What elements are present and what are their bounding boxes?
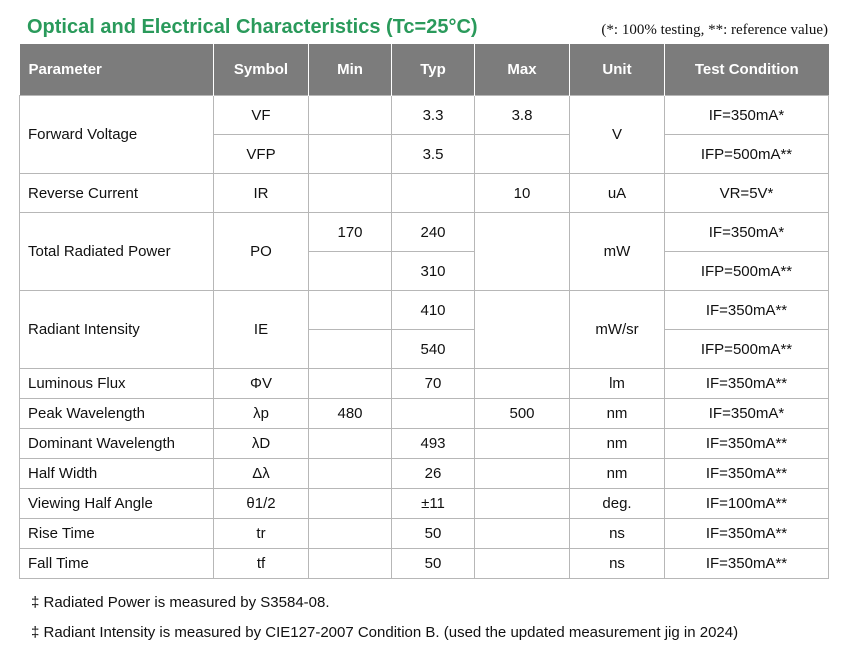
typ-cell	[392, 174, 475, 213]
parameter-cell: Luminous Flux	[20, 369, 214, 399]
unit-cell: mW/sr	[570, 291, 665, 369]
max-cell	[475, 213, 570, 291]
unit-cell: lm	[570, 369, 665, 399]
min-cell	[309, 252, 392, 291]
typ-cell: 310	[392, 252, 475, 291]
unit-cell: V	[570, 96, 665, 174]
min-cell	[309, 330, 392, 369]
condition-cell: IF=350mA**	[665, 519, 829, 549]
max-cell	[475, 369, 570, 399]
symbol-cell: tr	[214, 519, 309, 549]
table-row	[20, 213, 829, 252]
table-row	[20, 459, 829, 489]
condition-cell: IF=350mA**	[665, 459, 829, 489]
max-cell: 3.8	[475, 96, 570, 135]
symbol-cell: λD	[214, 429, 309, 459]
max-cell: 10	[475, 174, 570, 213]
symbol-cell: Δλ	[214, 459, 309, 489]
typ-cell: 70	[392, 369, 475, 399]
symbol-cell: IR	[214, 174, 309, 213]
symbol-cell: tf	[214, 549, 309, 579]
max-cell	[475, 429, 570, 459]
table-row	[20, 429, 829, 459]
condition-cell: IF=350mA*	[665, 399, 829, 429]
footnote-radiated-power: ‡ Radiated Power is measured by S3584-08.	[31, 594, 330, 611]
header-parameter: Parameter	[20, 44, 214, 96]
condition-cell: IF=350mA*	[665, 96, 829, 135]
min-cell	[309, 459, 392, 489]
header-symbol: Symbol	[214, 44, 309, 96]
page-title: Optical and Electrical Characteristics (Tc=25°C)	[27, 16, 478, 38]
table-row	[20, 174, 829, 213]
typ-cell: 50	[392, 519, 475, 549]
header-typ: Typ	[392, 44, 475, 96]
header-min: Min	[309, 44, 392, 96]
header-test-condition: Test Condition	[665, 44, 829, 96]
condition-cell: IF=350mA*	[665, 213, 829, 252]
min-cell	[309, 549, 392, 579]
header-max: Max	[475, 44, 570, 96]
max-cell	[475, 549, 570, 579]
table-row	[20, 96, 829, 135]
parameter-cell: Reverse Current	[20, 174, 214, 213]
min-cell	[309, 96, 392, 135]
parameter-cell: Half Width	[20, 459, 214, 489]
table-row	[20, 489, 829, 519]
table-row	[20, 291, 829, 330]
unit-cell: nm	[570, 459, 665, 489]
testing-note: (*: 100% testing, **: reference value)	[601, 22, 828, 38]
condition-cell: IF=350mA**	[665, 429, 829, 459]
symbol-cell: θ1/2	[214, 489, 309, 519]
symbol-cell: λp	[214, 399, 309, 429]
header-unit: Unit	[570, 44, 665, 96]
symbol-cell: PO	[214, 213, 309, 291]
typ-cell: 3.5	[392, 135, 475, 174]
unit-cell: ns	[570, 519, 665, 549]
footnote-radiant-intensity: ‡ Radiant Intensity is measured by CIE127-2007 Condition B. (used the updated measurement jig in 2024)	[31, 624, 739, 641]
unit-cell: nm	[570, 399, 665, 429]
typ-cell: 3.3	[392, 96, 475, 135]
condition-cell: IF=100mA**	[665, 489, 829, 519]
table-row	[20, 399, 829, 429]
min-cell	[309, 519, 392, 549]
table-row	[20, 519, 829, 549]
max-cell	[475, 489, 570, 519]
max-cell: 500	[475, 399, 570, 429]
condition-cell: IF=350mA**	[665, 549, 829, 579]
unit-cell: mW	[570, 213, 665, 291]
min-cell	[309, 174, 392, 213]
condition-cell: VR=5V*	[665, 174, 829, 213]
min-cell: 170	[309, 213, 392, 252]
symbol-cell: VFP	[214, 135, 309, 174]
typ-cell: 240	[392, 213, 475, 252]
typ-cell: ±11	[392, 489, 475, 519]
max-cell	[475, 135, 570, 174]
table-row	[20, 369, 829, 399]
parameter-cell: Forward Voltage	[20, 96, 214, 174]
typ-cell: 410	[392, 291, 475, 330]
condition-cell: IFP=500mA**	[665, 135, 829, 174]
condition-cell: IFP=500mA**	[665, 252, 829, 291]
unit-cell: uA	[570, 174, 665, 213]
parameter-cell: Fall Time	[20, 549, 214, 579]
typ-cell: 26	[392, 459, 475, 489]
condition-cell: IF=350mA**	[665, 369, 829, 399]
typ-cell: 493	[392, 429, 475, 459]
header-row	[20, 44, 829, 96]
min-cell: 480	[309, 399, 392, 429]
parameter-cell: Dominant Wavelength	[20, 429, 214, 459]
min-cell	[309, 135, 392, 174]
parameter-cell: Radiant Intensity	[20, 291, 214, 369]
min-cell	[309, 291, 392, 330]
parameter-cell: Peak Wavelength	[20, 399, 214, 429]
max-cell	[475, 291, 570, 369]
max-cell	[475, 519, 570, 549]
min-cell	[309, 369, 392, 399]
symbol-cell: IE	[214, 291, 309, 369]
symbol-cell: ΦV	[214, 369, 309, 399]
characteristics-table	[19, 44, 829, 579]
typ-cell: 50	[392, 549, 475, 579]
unit-cell: ns	[570, 549, 665, 579]
condition-cell: IFP=500mA**	[665, 330, 829, 369]
condition-cell: IF=350mA**	[665, 291, 829, 330]
unit-cell: nm	[570, 429, 665, 459]
parameter-cell: Total Radiated Power	[20, 213, 214, 291]
table-row	[20, 549, 829, 579]
unit-cell: deg.	[570, 489, 665, 519]
parameter-cell: Viewing Half Angle	[20, 489, 214, 519]
min-cell	[309, 429, 392, 459]
max-cell	[475, 459, 570, 489]
typ-cell	[392, 399, 475, 429]
min-cell	[309, 489, 392, 519]
symbol-cell: VF	[214, 96, 309, 135]
parameter-cell: Rise Time	[20, 519, 214, 549]
typ-cell: 540	[392, 330, 475, 369]
